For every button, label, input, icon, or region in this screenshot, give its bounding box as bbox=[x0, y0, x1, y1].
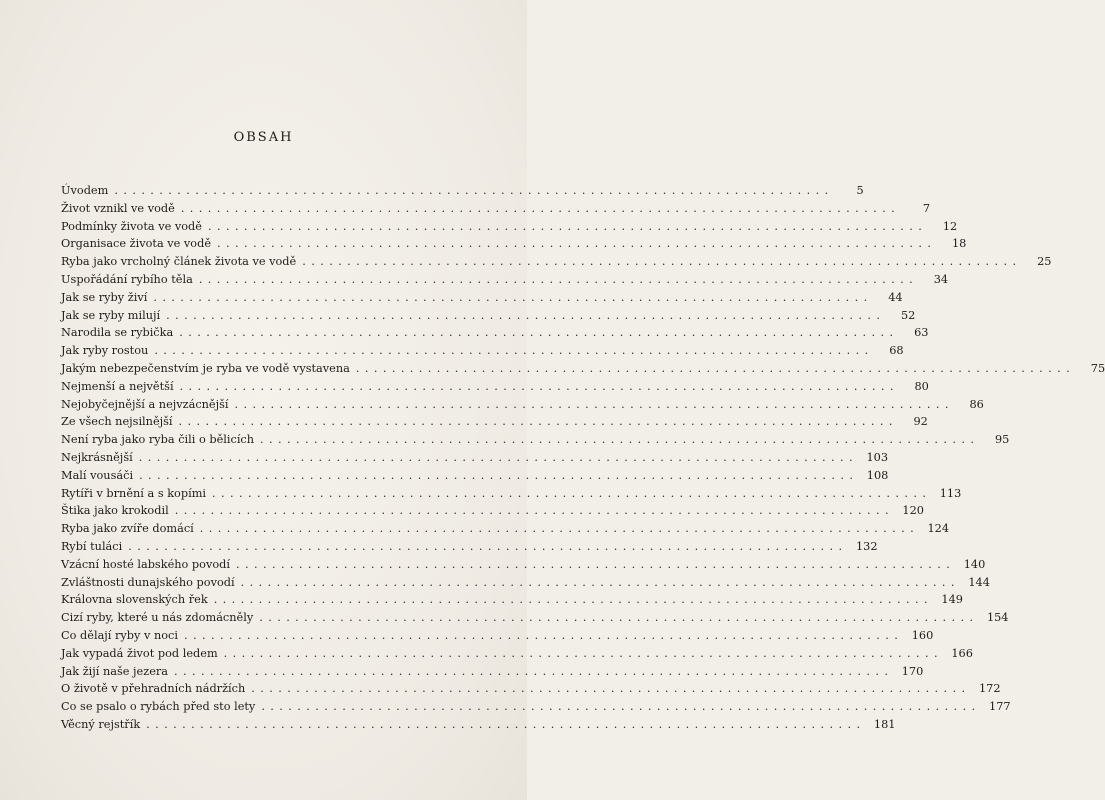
dot-leader: ................................................................................ bbox=[223, 646, 943, 660]
toc-entry bbox=[61, 680, 1001, 698]
toc-entry-title: Nejmenší a největší bbox=[61, 379, 174, 393]
toc-entry bbox=[61, 271, 949, 289]
toc-entry-page-number: 181 bbox=[873, 717, 896, 731]
dot-leader: ................................................................................ bbox=[302, 255, 1022, 269]
toc-entry bbox=[61, 627, 934, 645]
toc-entry-page-number: 172 bbox=[978, 682, 1001, 696]
toc-entry-page-number: 52 bbox=[901, 308, 916, 322]
toc-entry-title: Ryba jako zvíře domácí bbox=[61, 522, 194, 536]
dot-leader: ................................................................................ bbox=[146, 717, 866, 731]
dot-leader: ................................................................................ bbox=[178, 415, 898, 429]
dot-leader: ................................................................................ bbox=[179, 379, 899, 393]
toc-entry-title: Organisace života ve vodě bbox=[61, 237, 212, 251]
toc-entry-title: Narodila se rybička bbox=[61, 326, 174, 340]
toc-entry-title: O životě v přehradních nádržích bbox=[61, 682, 246, 696]
toc-entry-title: Vzácní hosté labského povodí bbox=[61, 557, 230, 571]
toc-entry-title: Není ryba jako ryba čili o bělicích bbox=[61, 433, 255, 447]
dot-leader: ................................................................................ bbox=[199, 522, 920, 536]
dot-leader: ................................................................................ bbox=[207, 219, 928, 233]
dot-leader: ................................................................................ bbox=[174, 664, 894, 678]
dot-leader: ................................................................................ bbox=[139, 468, 859, 482]
toc-entry-title: Ze všech nejsilnější bbox=[61, 415, 173, 429]
toc-entry bbox=[61, 235, 967, 253]
toc-entry-page-number: 140 bbox=[963, 557, 986, 571]
toc-entry-title: Co se psalo o rybách před sto lety bbox=[61, 700, 256, 714]
toc-entry bbox=[61, 520, 950, 538]
dot-leader: ................................................................................ bbox=[180, 201, 901, 215]
dot-leader: ................................................................................ bbox=[166, 308, 886, 322]
toc-entry-title: Cizí ryby, které u nás zdomácněly bbox=[61, 611, 254, 625]
toc-entry bbox=[61, 556, 986, 574]
toc-entry-page-number: 144 bbox=[968, 575, 990, 589]
dot-leader: ................................................................................ bbox=[260, 433, 980, 447]
toc-entry-title: Jak se ryby milují bbox=[61, 308, 161, 322]
toc-entry-title: Život vznikl ve vodě bbox=[61, 201, 175, 215]
toc-entry bbox=[61, 324, 929, 342]
toc-entry-page-number: 132 bbox=[855, 539, 878, 553]
toc-entry-page-number: 160 bbox=[911, 628, 934, 642]
toc-entry bbox=[61, 574, 990, 592]
toc-entry-page-number: 103 bbox=[866, 450, 889, 464]
dot-leader: ................................................................................ bbox=[355, 361, 1076, 375]
dot-leader: ................................................................................ bbox=[240, 575, 960, 589]
toc-entry bbox=[61, 413, 928, 431]
toc-entry bbox=[61, 342, 904, 360]
toc-entry-page-number: 5 bbox=[856, 184, 864, 197]
toc-entry bbox=[61, 307, 916, 325]
toc-entry-page-number: 154 bbox=[986, 611, 1009, 625]
toc-entry-title: Věcný rejstřík bbox=[61, 717, 141, 731]
dot-leader: ................................................................................ bbox=[235, 557, 956, 571]
toc-entry bbox=[61, 467, 889, 485]
toc-entry-page-number: 177 bbox=[989, 700, 1011, 714]
toc-entry-page-number: 113 bbox=[939, 486, 962, 500]
toc-entry-page-number: 34 bbox=[933, 272, 949, 286]
toc-entry bbox=[61, 360, 1105, 378]
toc-entry-page-number: 170 bbox=[901, 664, 924, 678]
toc-entry bbox=[61, 502, 924, 520]
toc-entry bbox=[61, 218, 958, 236]
toc-entry bbox=[61, 431, 1010, 449]
dot-leader: ................................................................................ bbox=[259, 611, 979, 625]
toc-entry-title: Nejkrásnější bbox=[61, 450, 133, 464]
toc-entry-title: Podmínky života ve vodě bbox=[61, 219, 202, 233]
toc-entry bbox=[61, 200, 931, 218]
toc-entry bbox=[61, 182, 864, 200]
toc-entry bbox=[61, 645, 973, 663]
toc-entry-title: Štika jako krokodil bbox=[61, 504, 169, 518]
dot-leader: ................................................................................ bbox=[261, 700, 981, 714]
toc-entry-page-number: 7 bbox=[922, 201, 931, 215]
toc-entry bbox=[61, 591, 963, 609]
toc-entry bbox=[61, 538, 878, 556]
dot-leader: ................................................................................ bbox=[213, 593, 933, 607]
toc-entry-title: Jak ryby rostou bbox=[61, 344, 149, 358]
toc-entry-page-number: 80 bbox=[914, 379, 929, 393]
toc-entry bbox=[61, 609, 1009, 627]
contents-heading: OBSAH bbox=[233, 130, 294, 145]
toc-entry-page-number: 124 bbox=[927, 522, 950, 536]
toc-entry-page-number: 166 bbox=[951, 646, 973, 660]
toc-entry bbox=[61, 698, 1011, 716]
toc-entry-title: Jakým nebezpečenstvím je ryba ve vodě vystavena bbox=[61, 361, 350, 375]
toc-entry bbox=[61, 378, 929, 396]
toc-entry bbox=[61, 716, 896, 734]
toc-entry bbox=[61, 485, 962, 503]
dot-leader: ................................................................................ bbox=[114, 184, 834, 197]
dot-leader: ................................................................................ bbox=[251, 682, 971, 696]
toc-entry-title: Rybí tuláci bbox=[61, 539, 123, 553]
toc-entry-title: Jak se ryby živí bbox=[61, 290, 148, 304]
toc-entry-page-number: 120 bbox=[902, 504, 924, 518]
toc-entry-title: Jak vypadá život pod ledem bbox=[61, 646, 218, 660]
toc-entry-title: Malí vousáči bbox=[61, 468, 134, 482]
toc-entry-page-number: 95 bbox=[994, 433, 1010, 447]
toc-entry-page-number: 18 bbox=[951, 237, 967, 251]
toc-entry-page-number: 108 bbox=[866, 468, 889, 482]
toc-entry-title: Uspořádání rybího těla bbox=[61, 272, 193, 286]
toc-entry-title: Zvláštnosti dunajského povodí bbox=[61, 575, 235, 589]
toc-entry-title: Ryba jako vrcholný článek života ve vodě bbox=[61, 255, 297, 269]
dot-leader: ................................................................................ bbox=[217, 237, 937, 251]
toc-entry-title: Jak žijí naše jezera bbox=[61, 664, 169, 678]
toc-entry-title: Rytíři v brnění a s kopími bbox=[61, 486, 207, 500]
toc-entry bbox=[61, 253, 1052, 271]
toc-entry-page-number: 86 bbox=[969, 397, 984, 411]
toc-entry-page-number: 75 bbox=[1090, 361, 1105, 375]
toc-entry bbox=[61, 289, 903, 307]
dot-leader: ................................................................................ bbox=[198, 272, 919, 286]
toc-entry-title: Úvodem bbox=[61, 184, 109, 197]
dot-leader: ................................................................................ bbox=[128, 539, 848, 553]
dot-leader: ................................................................................ bbox=[153, 290, 873, 304]
dot-leader: ................................................................................ bbox=[174, 504, 894, 518]
toc-entry-page-number: 63 bbox=[914, 326, 929, 340]
toc-entry bbox=[61, 663, 924, 681]
dot-leader: ................................................................................ bbox=[138, 450, 859, 464]
toc-entry-page-number: 149 bbox=[941, 593, 963, 607]
toc-entry bbox=[61, 449, 889, 467]
dot-leader: ................................................................................ bbox=[154, 344, 874, 358]
toc-entry-page-number: 25 bbox=[1037, 255, 1052, 269]
toc-entry-page-number: 12 bbox=[942, 219, 958, 233]
toc-entry-page-number: 68 bbox=[889, 344, 904, 358]
dot-leader: ................................................................................ bbox=[212, 486, 932, 500]
table-of-contents bbox=[61, 182, 1105, 734]
toc-entry-title: Co dělají ryby v noci bbox=[61, 628, 178, 642]
toc-entry-page-number: 44 bbox=[888, 290, 903, 304]
toc-entry-title: Královna slovenských řek bbox=[61, 593, 208, 607]
toc-entry-page-number: 92 bbox=[913, 415, 928, 429]
dot-leader: ................................................................................ bbox=[184, 628, 904, 642]
dot-leader: ................................................................................ bbox=[234, 397, 954, 411]
dot-leader: ................................................................................ bbox=[179, 326, 899, 340]
toc-entry bbox=[61, 396, 984, 414]
toc-entry-title: Nejobyčejnější a nejvzácnější bbox=[61, 397, 229, 411]
